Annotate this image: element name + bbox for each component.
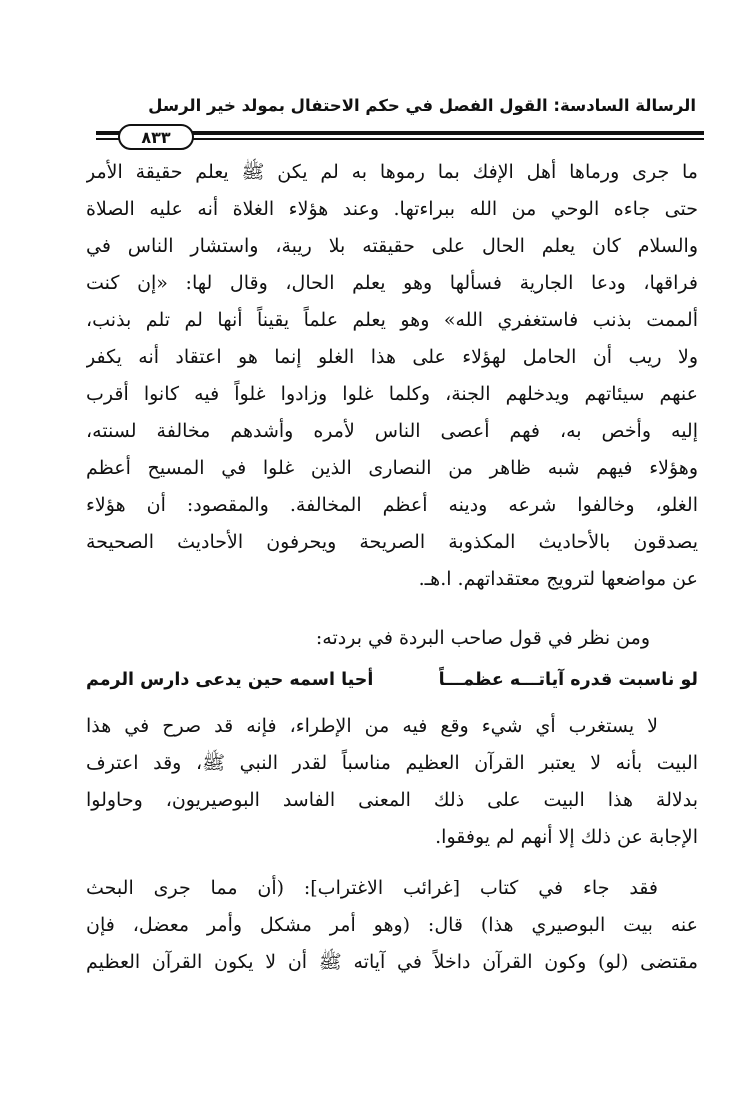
text-line: ألممت بذنب فاستغفري الله» وهو يعلم علماً يقيناً أنها لم تلم بذنب، <box>86 309 698 331</box>
text-line: عنه بيت البوصيري هذا) قال: (وهو أمر مشكل وأمر معضل، فإن <box>86 914 698 936</box>
text-line: يصدقون بالأحاديث المكذوبة الصريحة ويحرفون الأحاديث الصحيحة <box>86 531 698 553</box>
paragraph-1 <box>86 154 698 598</box>
poem-verse <box>86 660 698 700</box>
header-rule <box>96 122 704 152</box>
paragraph-2 <box>86 708 698 856</box>
text-line: الغلو، وخالفوا شرعه ودينه أعظم المخالفة. والمقصود: أن هؤلاء <box>86 494 698 516</box>
text-line: وهؤلاء فيهم شبه ظاهر من النصارى الذين غلوا في المسيح أعظم <box>86 457 698 479</box>
paragraph-3 <box>86 870 698 981</box>
text-line: فراقها، ودعا الجارية فسألها وهو يعلم الحال، وقال لها: «إن كنت <box>86 272 698 294</box>
verse-intro <box>86 620 698 657</box>
text-line: عن مواضعها لترويج معتقداتهم. ا.هـ. <box>418 568 698 590</box>
text-line: ما جرى ورماها أهل الإفك بما رموها به لم يكن ﷺ يعلم حقيقة الأمر <box>86 161 698 183</box>
text-line: ومن نظر في قول صاحب البردة في بردته: <box>315 627 650 649</box>
verse-first-hemistich: لو ناسبت قدره آياتـــه عظمـــاً <box>438 670 698 690</box>
verse-second-hemistich: أحيا اسمه حين يدعى دارس الرمم <box>86 670 374 690</box>
text-line: الإجابة عن ذلك إلا أنهم لم يوفقوا. <box>435 826 698 848</box>
page-number: ٨٣٣ <box>118 124 194 150</box>
text-line: ولا ريب أن الحامل لهؤلاء على هذا الغلو إنما هو اعتقاد أنه يكفر <box>86 346 698 368</box>
text-line: حتى جاءه الوحي من الله ببراءتها. وعند هؤلاء الغلاة أنه عليه الصلاة <box>86 198 698 220</box>
text-line: مقتضى (لو) وكون القرآن داخلاً في آياته ﷺ أن لا يكون القرآن العظيم <box>86 951 698 973</box>
text-line: والسلام كان يعلم الحال على حقيقته بلا ريبة، واستشار الناس في <box>86 235 698 257</box>
text-line: عنهم سيئاتهم ويدخلهم الجنة، وكلما غلوا وزادوا غلواً فيه كانوا أقرب <box>86 383 698 405</box>
text-line: لا يستغرب أي شيء وقع فيه من الإطراء، فإنه قد صرح في هذا <box>86 715 658 737</box>
text-line: البيت بأنه لا يعتبر القرآن العظيم مناسباً لقدر النبي ﷺ، وقد اعترف <box>86 752 698 774</box>
text-line: إليه وأخص به، فهم أعصى الناس لأمره وأشدهم مخالفة لسنته، <box>86 420 698 442</box>
text-line: فقد جاء في كتاب [غرائب الاغتراب]: (أن مما جرى البحث <box>86 877 658 899</box>
running-header: الرسالة السادسة: القول الفصل في حكم الاحتفال بمولد خير الرسل <box>148 96 696 115</box>
text-line: بدلالة هذا البيت على ذلك المعنى الفاسد البوصيريون، وحاولوا <box>86 789 698 811</box>
